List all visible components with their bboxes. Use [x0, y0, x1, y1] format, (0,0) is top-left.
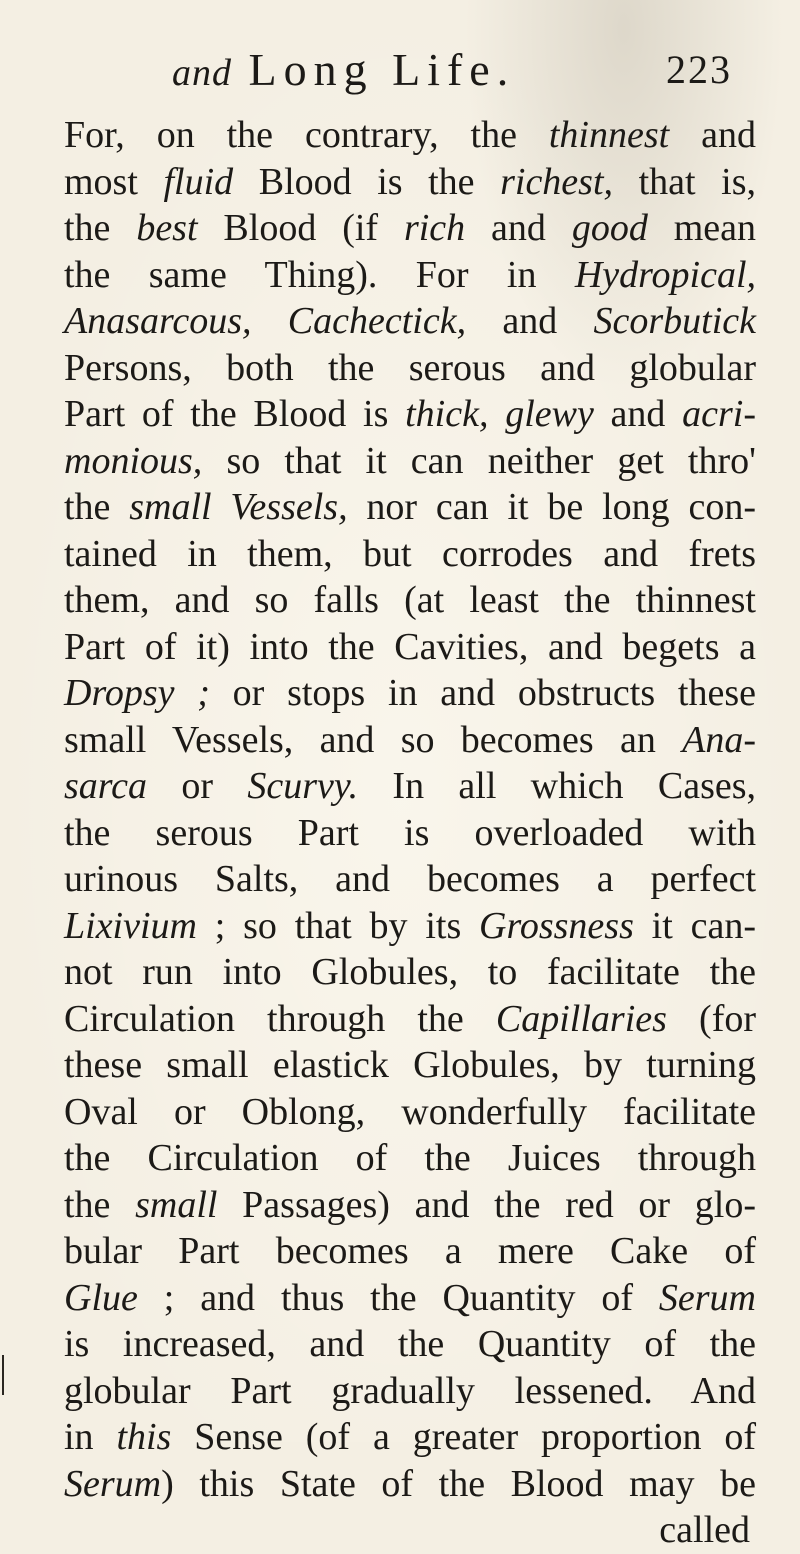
text-segment: mean [647, 207, 756, 249]
text-line [64, 1042, 756, 1089]
text-line [64, 438, 756, 485]
text-segment: ; so that by its [196, 904, 480, 947]
text-segment: ; and thus the Quantity of [137, 1276, 659, 1319]
text-line [64, 205, 756, 252]
text-line [64, 1507, 756, 1554]
italic-segment: Scurvy. [247, 765, 359, 807]
running-header [172, 40, 732, 100]
text-line [64, 1182, 756, 1229]
text-line [64, 112, 756, 159]
italic-segment: small Vessels, [129, 486, 348, 528]
text-line [64, 159, 756, 206]
text-line [64, 1321, 756, 1368]
text-segment: the serous Part is overloaded with [64, 811, 756, 854]
italic-segment: Glue [64, 1276, 138, 1319]
text-segment: the same Thing). For in [64, 253, 575, 296]
italic-segment: best [136, 207, 198, 249]
text-line [64, 949, 756, 996]
text-line [64, 996, 756, 1043]
text-line [64, 484, 756, 531]
italic-segment: thick, glewy [405, 393, 594, 435]
text-line [64, 1461, 756, 1508]
text-segment: Blood is the [233, 160, 501, 203]
text-segment: them, and so falls (at least the thinnest [64, 579, 756, 621]
text-segment: most [64, 160, 164, 203]
italic-segment: Dropsy ; [64, 672, 210, 714]
italic-segment: good [571, 207, 648, 249]
italic-segment: Lixivium [64, 904, 197, 947]
italic-segment: this [116, 1416, 172, 1458]
text-segment: called [659, 1509, 750, 1551]
text-segment: these small elastick Globules, by turning [64, 1044, 756, 1086]
text-line [64, 624, 756, 671]
italic-segment: Serum [658, 1276, 756, 1319]
text-segment: bular Part becomes a mere Cake of [64, 1230, 756, 1272]
text-line [64, 577, 756, 624]
text-line [64, 1228, 756, 1275]
text-line [64, 298, 756, 345]
italic-segment: fluid [163, 160, 234, 203]
text-segment: and [466, 300, 594, 342]
text-segment: Circulation through the [64, 997, 496, 1040]
text-segment: tained in them, but corrodes and frets [64, 532, 756, 575]
text-segment: Oval or Oblong, wonderfully facilitate [64, 1090, 756, 1133]
header-title: Long Life. [248, 44, 516, 95]
text-segment: it can- [633, 904, 756, 947]
italic-segment: acri- [682, 393, 756, 435]
text-segment: and [669, 114, 756, 156]
text-line [64, 717, 756, 764]
italic-segment: Grossness [479, 904, 634, 947]
text-line [64, 391, 756, 438]
body-text [64, 112, 756, 1554]
text-segment: ) this State of the Blood may be [161, 1462, 756, 1505]
italic-segment: Ana- [682, 718, 756, 761]
text-line [64, 670, 756, 717]
text-segment: in [64, 1416, 117, 1458]
italic-segment: Hydropical, [574, 253, 756, 296]
italic-segment: Scorbutick [593, 300, 756, 342]
text-line [64, 252, 756, 299]
text-line [64, 1368, 756, 1415]
text-segment: Persons, both the serous and globular [64, 346, 756, 389]
page-number: 223 [666, 47, 732, 92]
text-segment: the [64, 1183, 136, 1226]
text-segment: In all which Cases, [358, 765, 757, 807]
text-segment: Part of the Blood is [64, 393, 406, 435]
text-segment: Sense (of a greater proportion of [171, 1416, 756, 1458]
italic-segment: richest, [500, 160, 614, 203]
text-line [64, 856, 756, 903]
text-segment: nor can it be long con- [347, 486, 756, 528]
text-segment: and [465, 207, 572, 249]
text-segment: or [147, 765, 248, 807]
italic-segment: Capillaries [495, 997, 667, 1040]
text-segment: is increased, and the Quantity of the [64, 1323, 756, 1365]
text-line [64, 1414, 756, 1461]
text-segment: or stops in and obstructs these [209, 672, 756, 714]
text-segment: Part of it) into the Cavities, and begets a [64, 625, 756, 668]
header-and: and [172, 52, 232, 94]
text-line [64, 531, 756, 578]
text-segment: the [64, 207, 137, 249]
italic-segment: rich [403, 207, 466, 249]
text-segment: small Vessels, and so becomes an [64, 718, 683, 761]
text-line [64, 810, 756, 857]
text-segment: not run into Globules, to facilitate the [64, 951, 756, 993]
italic-segment: monious, [64, 439, 203, 482]
text-line [64, 763, 756, 810]
text-line [64, 1275, 756, 1322]
italic-segment: small [135, 1183, 218, 1226]
text-line [64, 1135, 756, 1182]
italic-segment: thinnest [548, 114, 670, 156]
text-segment: urinous Salts, and becomes a perfect [64, 858, 756, 900]
text-segment: globular Part gradually lessened. And [64, 1369, 756, 1412]
text-segment: Blood (if [197, 207, 404, 249]
italic-segment: Serum [64, 1462, 162, 1505]
text-segment: and [593, 393, 683, 435]
text-segment: (for [666, 997, 756, 1040]
text-segment: the [64, 486, 130, 528]
text-line [64, 1089, 756, 1136]
italic-segment: Anasarcous, Cachectick, [64, 300, 467, 342]
text-segment: Passages) and the red or glo- [217, 1183, 756, 1226]
italic-segment: sarca [64, 765, 148, 807]
text-segment: For, on the contrary, the [64, 114, 549, 156]
text-segment: the Circulation of the Juices through [64, 1137, 756, 1179]
text-segment: so that it can neither get thro' [202, 439, 756, 482]
text-segment: that is, [613, 160, 756, 203]
page-edge-mark [2, 1355, 4, 1395]
text-line [64, 345, 756, 392]
text-line [64, 903, 756, 950]
